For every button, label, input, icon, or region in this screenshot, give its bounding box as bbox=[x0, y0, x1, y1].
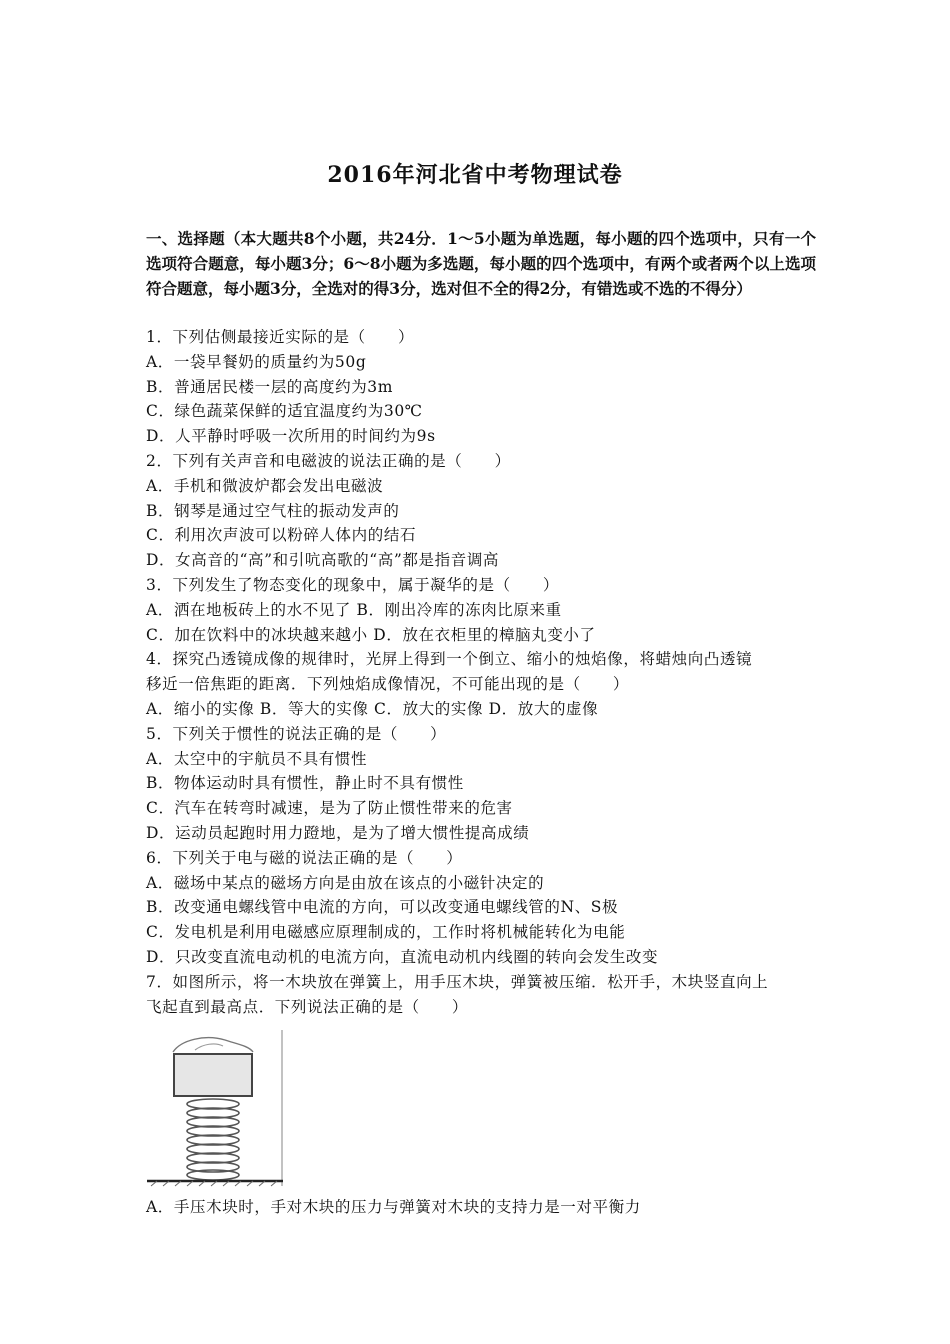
question-line: C．汽车在转弯时减速，是为了防止惯性带来的危害 bbox=[146, 799, 513, 818]
question-line: C．绿色蔬菜保鲜的适宜温度约为30℃ bbox=[146, 402, 423, 421]
question-line: 4．探究凸透镜成像的规律时，光屏上得到一个倒立、缩小的烛焰像，将蜡烛向凸透镜 bbox=[146, 650, 753, 669]
question-line: C．利用次声波可以粉碎人体内的结石 bbox=[146, 526, 417, 545]
question-line: 1．下列估侧最接近实际的是（ ） bbox=[146, 328, 415, 346]
question-line: C．发电机是利用电磁感应原理制成的，工作时将机械能转化为电能 bbox=[146, 923, 626, 942]
question-line: D．女高音的“高”和引吭高歌的“高”都是指音调高 bbox=[146, 551, 500, 570]
question-line: B．物体运动时具有惯性，静止时不具有惯性 bbox=[146, 774, 464, 793]
question-line: 7．如图所示，将一木块放在弹簧上，用手压木块，弹簧被压缩．松开手，木块竖直向上 bbox=[146, 972, 769, 991]
question-line: 移近一倍焦距的距离．下列烛焰成像情况，不可能出现的是（ ） bbox=[146, 675, 630, 694]
question-line: C．加在饮料中的冰块越来越小 D．放在衣柜里的樟脑丸变小了 bbox=[146, 625, 596, 644]
question-line: A．洒在地板砖上的水不见了 B．刚出冷库的冻肉比原来重 bbox=[146, 600, 562, 619]
question-line: A．太空中的宇航员不具有惯性 bbox=[146, 749, 368, 768]
section-heading: 一、选择题（本大题共8个小题，共24分．1～5小题为单选题，每小题的四个选项中，只有一个选项符合题意，每小题3分；6～8小题为多选题，每小题的四个选项中，有两个或者两个以上选项符合题意，每小题3分，全选对的得3分，选对但不全的得2分，有错选或不选的不得分） bbox=[146, 229, 816, 298]
question-line: 飞起直到最高点．下列说法正确的是（ ） bbox=[146, 997, 469, 1016]
question-line: A．手压木块时，手对木块的压力与弹簧对木块的支持力是一对平衡力 bbox=[146, 1198, 641, 1216]
question-line: D．运动员起跑时用力蹬地，是为了增大惯性提高成绩 bbox=[146, 823, 530, 842]
question-line: B．钢琴是通过空气柱的振动发声的 bbox=[146, 501, 400, 520]
page-title: 2016年河北省中考物理试卷 bbox=[327, 162, 623, 188]
question-line: 3．下列发生了物态变化的现象中，属于凝华的是（ ） bbox=[146, 575, 559, 594]
question-line: D．只改变直流电动机的电流方向，直流电动机内线圈的转向会发生改变 bbox=[146, 947, 659, 966]
question-line: A．磁场中某点的磁场方向是由放在该点的小磁针决定的 bbox=[146, 873, 545, 892]
question-line: B．改变通电螺线管中电流的方向，可以改变通电螺线管的N、S极 bbox=[146, 898, 619, 917]
question-line: B．普通居民楼一层的高度约为3m bbox=[146, 377, 394, 396]
spring-block-figure bbox=[145, 1028, 285, 1188]
question-line: A．缩小的实像 B．等大的实像 C．放大的实像 D．放大的虚像 bbox=[146, 699, 599, 718]
question-line: A．一袋早餐奶的质量约为50g bbox=[146, 352, 367, 371]
question-line: 5．下列关于惯性的说法正确的是（ ） bbox=[146, 724, 447, 743]
question-list bbox=[146, 325, 816, 1019]
question-line: A．手机和微波炉都会发出电磁波 bbox=[146, 476, 384, 495]
question-line: D．人平静时呼吸一次所用的时间约为9s bbox=[146, 427, 436, 446]
question-line: 6．下列关于电与磁的说法正确的是（ ） bbox=[146, 848, 463, 867]
spring-block-illustration bbox=[145, 1028, 285, 1188]
question-line: 2．下列有关声音和电磁波的说法正确的是（ ） bbox=[146, 451, 511, 470]
